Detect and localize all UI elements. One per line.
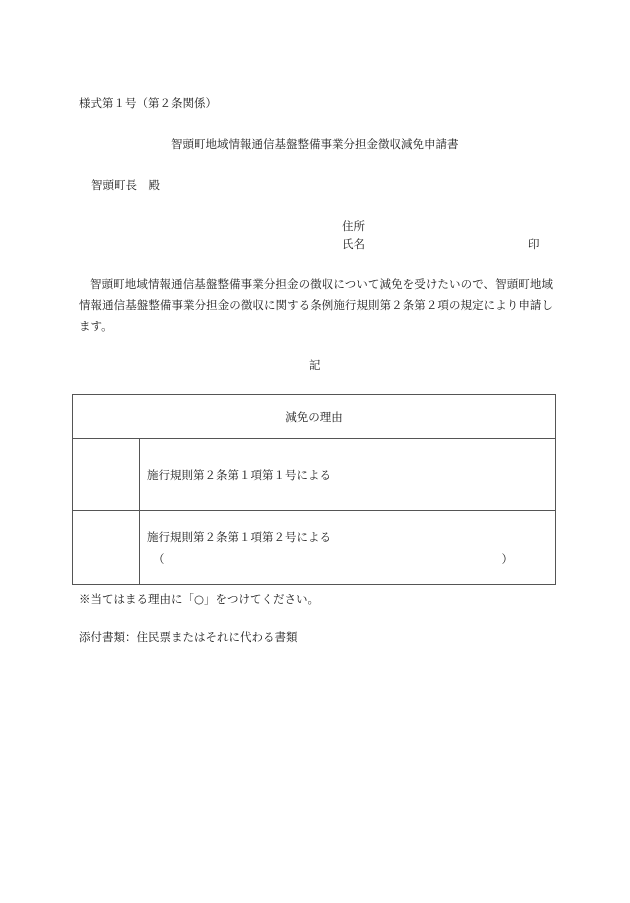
reason-text-2: 施行規則第２条第１項第２号による <box>147 529 331 544</box>
application-body-text: 智頭町地域情報通信基盤整備事業分担金の徴収について減免を受けたいので、智頭町地域情報通信基盤整備事業分担金の徴収に関する条例施行規則第２条第２項の規定により申請します。 <box>79 277 553 333</box>
document-title: 智頭町地域情報通信基盤整備事業分担金徴収減免申請書 <box>171 137 459 151</box>
reason-detail-field[interactable] <box>147 551 513 567</box>
note-text: ※当てはまる理由に「○」をつけてください。 <box>79 592 320 606</box>
mark-cell-1[interactable] <box>73 439 140 511</box>
form-label: 様式第１号（第２条関係） <box>79 96 217 110</box>
reason-cell-1: 施行規則第２条第１項第１号による <box>140 439 556 511</box>
ki-heading: 記 <box>309 358 321 372</box>
table-header: 減免の理由 <box>73 395 556 439</box>
addressee: 智頭町長 殿 <box>91 178 160 192</box>
exemption-reasons-table <box>72 394 556 585</box>
mark-cell-2[interactable] <box>73 511 140 585</box>
paren-close: ） <box>501 551 513 566</box>
name-label: 氏名 <box>342 237 365 251</box>
address-label: 住所 <box>342 219 365 233</box>
table-row <box>73 439 556 511</box>
table-row <box>73 511 556 585</box>
paren-open: （ <box>153 551 165 566</box>
reason-cell-2 <box>140 511 556 585</box>
seal-label: 印 <box>528 237 540 251</box>
attachment-text: 添付書類：住民票またはそれに代わる書類 <box>79 630 298 644</box>
